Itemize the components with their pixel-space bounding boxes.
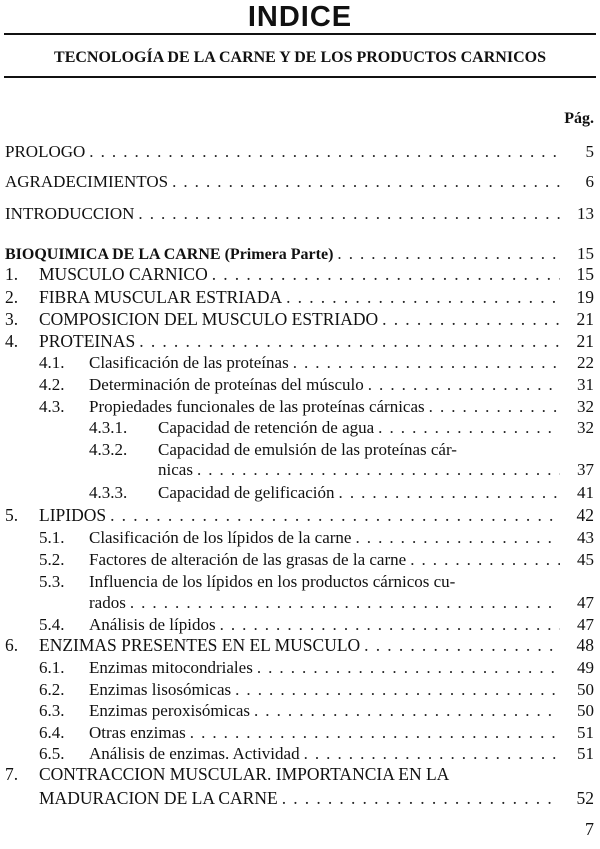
page-column-label: Pág. (564, 110, 594, 127)
toc-entry-page: 43 (577, 528, 594, 547)
toc-entry-page: 49 (577, 658, 594, 677)
toc-entry-page: 32 (577, 397, 594, 416)
toc-entry-page: 31 (577, 375, 594, 394)
toc-entry-title: BIOQUIMICA DE LA CARNE (Primera Parte) (5, 246, 334, 263)
toc-entry-title: LIPIDOS (39, 505, 107, 525)
toc-entry-page: 13 (577, 204, 594, 223)
leader-dots (168, 171, 560, 192)
toc-entry-number: 4.3. (39, 397, 65, 416)
toc-entry-title: PROLOGO (5, 142, 86, 161)
toc-entry-title: Enzimas peroxisómicas (89, 701, 250, 720)
toc-entry-page: 45 (577, 550, 594, 569)
toc-entry-6[interactable] (0, 635, 600, 656)
toc-entry-title: Factores de alteración de las grasas de la carne (89, 550, 407, 569)
toc-entry-number: 3. (5, 309, 19, 329)
toc-entry-5-3-cont[interactable] (0, 592, 600, 613)
leader-dots (134, 203, 560, 224)
toc-entry-introduccion[interactable] (0, 203, 600, 224)
toc-entry-title: Capacidad de gelificación (158, 483, 335, 502)
leader-dots (85, 141, 560, 162)
toc-entry-5-4[interactable] (0, 614, 600, 635)
toc-entry-6-4[interactable] (0, 722, 600, 743)
toc-entry-number: 2. (5, 287, 19, 307)
toc-entry-4-3-3[interactable] (0, 482, 600, 503)
toc-entry-page: 15 (577, 244, 594, 263)
toc-entry-page: 50 (577, 680, 594, 699)
toc-entry-page: 47 (577, 593, 594, 612)
toc-entry-title: ENZIMAS PRESENTES EN EL MUSCULO (39, 635, 361, 655)
toc-entry-page: 21 (576, 309, 594, 329)
toc-entry-4-3-1[interactable] (0, 417, 600, 438)
toc-entry-5-3[interactable] (0, 571, 600, 592)
toc-entry-page: 47 (577, 615, 594, 634)
leader-dots (135, 331, 560, 352)
page-title: INDICE (247, 1, 353, 33)
toc-entry-number: 7. (5, 764, 19, 784)
toc-entry-page: 32 (577, 418, 594, 437)
leader-dots (300, 743, 560, 764)
leader-dots (208, 264, 560, 285)
toc-entry-4-3-2[interactable] (0, 439, 600, 460)
leader-dots (425, 396, 560, 417)
toc-entry-title-continued: rados (89, 593, 126, 612)
toc-entry-number: 4. (5, 331, 19, 351)
title-rule (4, 33, 596, 35)
toc-entry-page: 37 (577, 460, 594, 479)
toc-entry-page: 6 (585, 172, 594, 191)
toc-entry-number: 6.3. (39, 701, 65, 720)
toc-entry-prologo[interactable] (0, 141, 600, 162)
toc-entry-title: PROTEINAS (39, 331, 136, 351)
toc-entry-title: CONTRACCION MUSCULAR. IMPORTANCIA EN LA (39, 764, 450, 784)
toc-entry-title: FIBRA MUSCULAR ESTRIADA (39, 287, 283, 307)
leader-dots (126, 592, 560, 613)
toc-entry-title: Capacidad de retención de agua (158, 418, 375, 437)
leader-dots (106, 505, 560, 526)
toc-entry-6-1[interactable] (0, 657, 600, 678)
leader-dots (186, 722, 560, 743)
toc-entry-7-cont[interactable] (0, 788, 600, 809)
toc-entry-2[interactable] (0, 287, 600, 308)
toc-entry-4-3[interactable] (0, 396, 600, 417)
toc-entry-3[interactable] (0, 309, 600, 330)
toc-entry-page: 50 (577, 701, 594, 720)
toc-entry-number: 4.3.1. (89, 418, 128, 437)
leader-dots (193, 459, 560, 480)
toc-entry-number: 5. (5, 505, 19, 525)
toc-entry-number: 6.2. (39, 680, 65, 699)
toc-entry-page: 21 (576, 331, 594, 351)
toc-entry-number: 5.4. (39, 615, 65, 634)
leader-dots (289, 352, 560, 373)
toc-entry-5[interactable] (0, 505, 600, 526)
toc-entry-title-continued: nicas (158, 460, 193, 479)
toc-entry-title: Enzimas mitocondriales (89, 658, 253, 677)
toc-entry-title: Clasificación de las proteínas (89, 353, 289, 372)
toc-entry-page: 19 (576, 287, 594, 307)
toc-entry-number: 6. (5, 635, 19, 655)
toc-entry-title: Influencia de los lípidos en los productos cárnicos cu- (89, 572, 456, 591)
toc-entry-4-3-2-cont[interactable] (0, 459, 600, 480)
subtitle-rule (4, 76, 596, 78)
toc-entry-number: 6.5. (39, 744, 65, 763)
toc-entry-5-2[interactable] (0, 549, 600, 570)
toc-entry-page: 48 (576, 635, 594, 655)
toc-entry-title: Enzimas lisosómicas (89, 680, 232, 699)
toc-entry-title: Determinación de proteínas del músculo (89, 375, 364, 394)
leader-dots (282, 287, 560, 308)
toc-entry-title: INTRODUCCION (5, 204, 135, 223)
toc-entry-title-continued: MADURACION DE LA CARNE (39, 788, 278, 808)
leader-dots (378, 309, 560, 330)
toc-entry-number: 6.1. (39, 658, 65, 677)
toc-entry-4[interactable] (0, 331, 600, 352)
leader-dots (250, 700, 560, 721)
toc-entry-number: 5.3. (39, 572, 65, 591)
leader-dots (253, 657, 560, 678)
book-subtitle: TECNOLOGÍA DE LA CARNE Y DE LOS PRODUCTOS CARNICOS (54, 49, 546, 66)
toc-entry-title: COMPOSICION DEL MUSCULO ESTRIADO (39, 309, 379, 329)
leader-dots (351, 527, 560, 548)
toc-entry-6-2[interactable] (0, 679, 600, 700)
toc-entry-page: 51 (577, 744, 594, 763)
toc-entry-title: Análisis de lípidos (89, 615, 216, 634)
toc-entry-number: 5.2. (39, 550, 65, 569)
toc-entry-page: 51 (577, 723, 594, 742)
toc-entry-number: 1. (5, 264, 19, 284)
leader-dots (406, 549, 560, 570)
leader-dots (231, 679, 560, 700)
toc-entry-6-5[interactable] (0, 743, 600, 764)
toc-entry-title: MUSCULO CARNICO (39, 264, 208, 284)
leader-dots (364, 374, 560, 395)
toc-entry-page: 22 (577, 353, 594, 372)
toc-entry-4-2[interactable] (0, 374, 600, 395)
toc-entry-page: 41 (577, 483, 594, 502)
leader-dots (374, 417, 560, 438)
leader-dots (360, 635, 560, 656)
toc-entry-number: 4.2. (39, 375, 65, 394)
toc-entry-title: AGRADECIMIENTOS (5, 172, 169, 191)
leader-dots (278, 788, 560, 809)
toc-entry-page: 42 (576, 505, 594, 525)
toc-entry-5-1[interactable] (0, 527, 600, 548)
toc-entry-title: Análisis de enzimas. Actividad (89, 744, 300, 763)
toc-entry-title: Propiedades funcionales de las proteínas cárnicas (89, 397, 425, 416)
toc-entry-title: Capacidad de emulsión de las proteínas cár- (158, 440, 457, 459)
toc-entry-4-1[interactable] (0, 352, 600, 373)
toc-entry-number: 5.1. (39, 528, 65, 547)
page-number: 7 (585, 819, 594, 839)
toc-entry-title: Clasificación de los lípidos de la carne (89, 528, 352, 547)
leader-dots (333, 243, 560, 264)
toc-entry-agradecimientos[interactable] (0, 171, 600, 192)
toc-entry-1[interactable] (0, 264, 600, 285)
toc-entry-7[interactable] (0, 764, 600, 785)
toc-entry-page: 15 (576, 264, 594, 284)
toc-entry-number: 4.3.3. (89, 483, 128, 502)
toc-entry-number: 4.3.2. (89, 440, 128, 459)
toc-entry-page: 5 (585, 142, 594, 161)
toc-entry-number: 6.4. (39, 723, 65, 742)
toc-entry-number: 4.1. (39, 353, 65, 372)
leader-dots (216, 614, 560, 635)
toc-entry-page: 52 (576, 788, 594, 808)
toc-entry-part-one[interactable] (0, 243, 600, 264)
leader-dots (335, 482, 560, 503)
toc-entry-6-3[interactable] (0, 700, 600, 721)
toc-entry-title: Otras enzimas (89, 723, 186, 742)
